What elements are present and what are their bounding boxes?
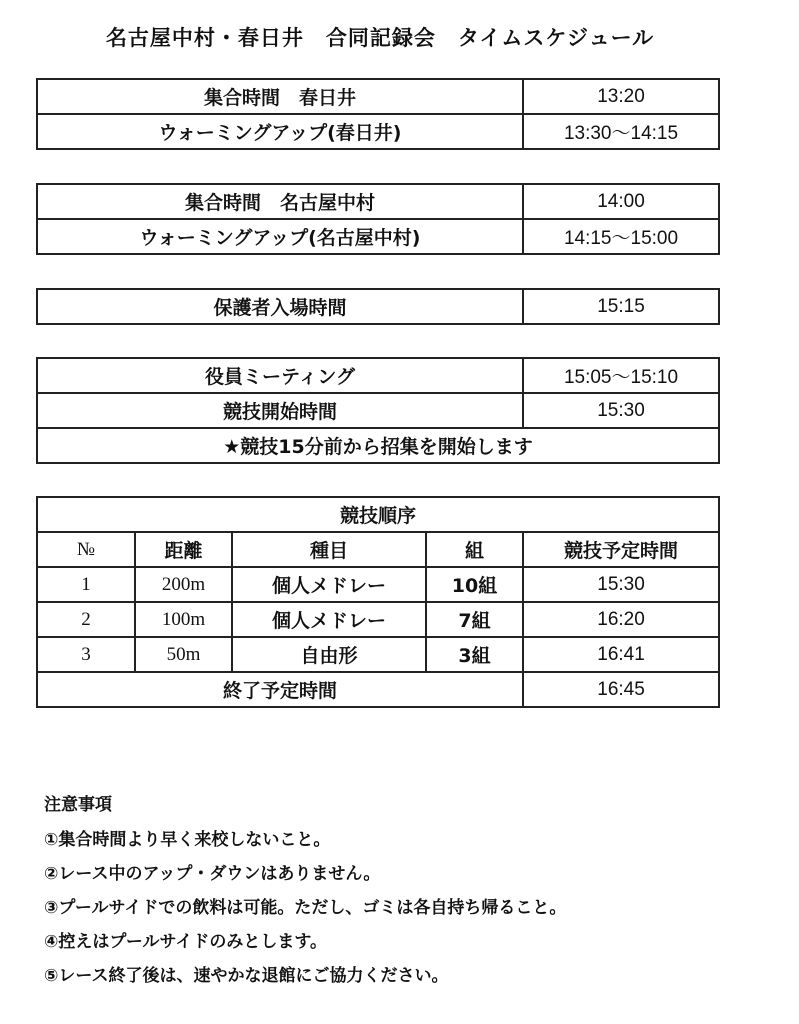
end-time-value: 16:45 xyxy=(523,672,719,707)
event-heats: 10組 xyxy=(426,567,523,602)
event-order-table xyxy=(36,496,720,708)
event-time: 16:41 xyxy=(523,637,719,672)
table-row xyxy=(37,567,719,602)
event-distance: 200m xyxy=(135,567,232,602)
event-heats: 3組 xyxy=(426,637,523,672)
notes-title: 注意事項 xyxy=(44,795,112,815)
column-header-no: № xyxy=(37,532,135,567)
document-title: 名古屋中村・春日井 合同記録会 タイムスケジュール xyxy=(105,26,655,50)
schedule-label: 保護者入場時間 xyxy=(37,289,523,324)
competition-start-table xyxy=(36,357,720,464)
table-row xyxy=(37,428,719,463)
column-header-distance: 距離 xyxy=(135,532,232,567)
note-item: ⑤レース終了後は、速やかな退館にご協力ください。 xyxy=(44,966,449,986)
schedule-time: 14:00 xyxy=(523,184,719,219)
schedule-label: ウォーミングアップ(名古屋中村) xyxy=(37,219,523,254)
table-row xyxy=(37,114,719,149)
table-row xyxy=(37,602,719,637)
schedule-label: 競技開始時間 xyxy=(37,393,523,428)
event-stroke: 自由形 xyxy=(232,637,426,672)
event-time: 16:20 xyxy=(523,602,719,637)
column-header-event: 種目 xyxy=(232,532,426,567)
event-distance: 50m xyxy=(135,637,232,672)
table-row xyxy=(37,184,719,219)
event-no: 3 xyxy=(37,637,135,672)
event-no: 1 xyxy=(37,567,135,602)
schedule-time: 14:15～15:00 xyxy=(523,219,719,254)
end-time-label: 終了予定時間 xyxy=(37,672,523,707)
schedule-time: 15:15 xyxy=(523,289,719,324)
note-item: ②レース中のアップ・ダウンはありません。 xyxy=(44,864,381,884)
table-row xyxy=(37,289,719,324)
note-item: ③プールサイドでの飲料は可能。ただし、ゴミは各自持ち帰ること。 xyxy=(44,898,567,918)
schedule-label: 役員ミーティング xyxy=(37,358,523,393)
schedule-label: ウォーミングアップ(春日井) xyxy=(37,114,523,149)
event-stroke: 個人メドレー xyxy=(232,567,426,602)
table-title-row xyxy=(37,497,719,532)
kasugai-schedule-table xyxy=(36,78,720,150)
table-row xyxy=(37,219,719,254)
event-heats: 7組 xyxy=(426,602,523,637)
table-row xyxy=(37,637,719,672)
event-stroke: 個人メドレー xyxy=(232,602,426,637)
schedule-label: 集合時間 春日井 xyxy=(37,79,523,114)
table-row xyxy=(37,79,719,114)
event-no: 2 xyxy=(37,602,135,637)
schedule-time: 15:30 xyxy=(523,393,719,428)
schedule-time: 13:30～14:15 xyxy=(523,114,719,149)
table-header-row xyxy=(37,532,719,567)
note-item: ④控えはプールサイドのみとします。 xyxy=(44,932,327,952)
note-item: ①集合時間より早く来校しないこと。 xyxy=(44,830,331,850)
event-order-title: 競技順序 xyxy=(37,497,719,532)
schedule-label: 集合時間 名古屋中村 xyxy=(37,184,523,219)
guardian-entry-table xyxy=(36,288,720,325)
event-distance: 100m xyxy=(135,602,232,637)
notes-section xyxy=(44,790,784,993)
column-header-heats: 組 xyxy=(426,532,523,567)
schedule-time: 15:05～15:10 xyxy=(523,358,719,393)
call-notice: ★競技15分前から招集を開始します xyxy=(37,428,719,463)
schedule-time: 13:20 xyxy=(523,79,719,114)
table-row xyxy=(37,672,719,707)
table-row xyxy=(37,358,719,393)
nakamura-schedule-table xyxy=(36,183,720,255)
column-header-time: 競技予定時間 xyxy=(523,532,719,567)
table-row xyxy=(37,393,719,428)
event-time: 15:30 xyxy=(523,567,719,602)
